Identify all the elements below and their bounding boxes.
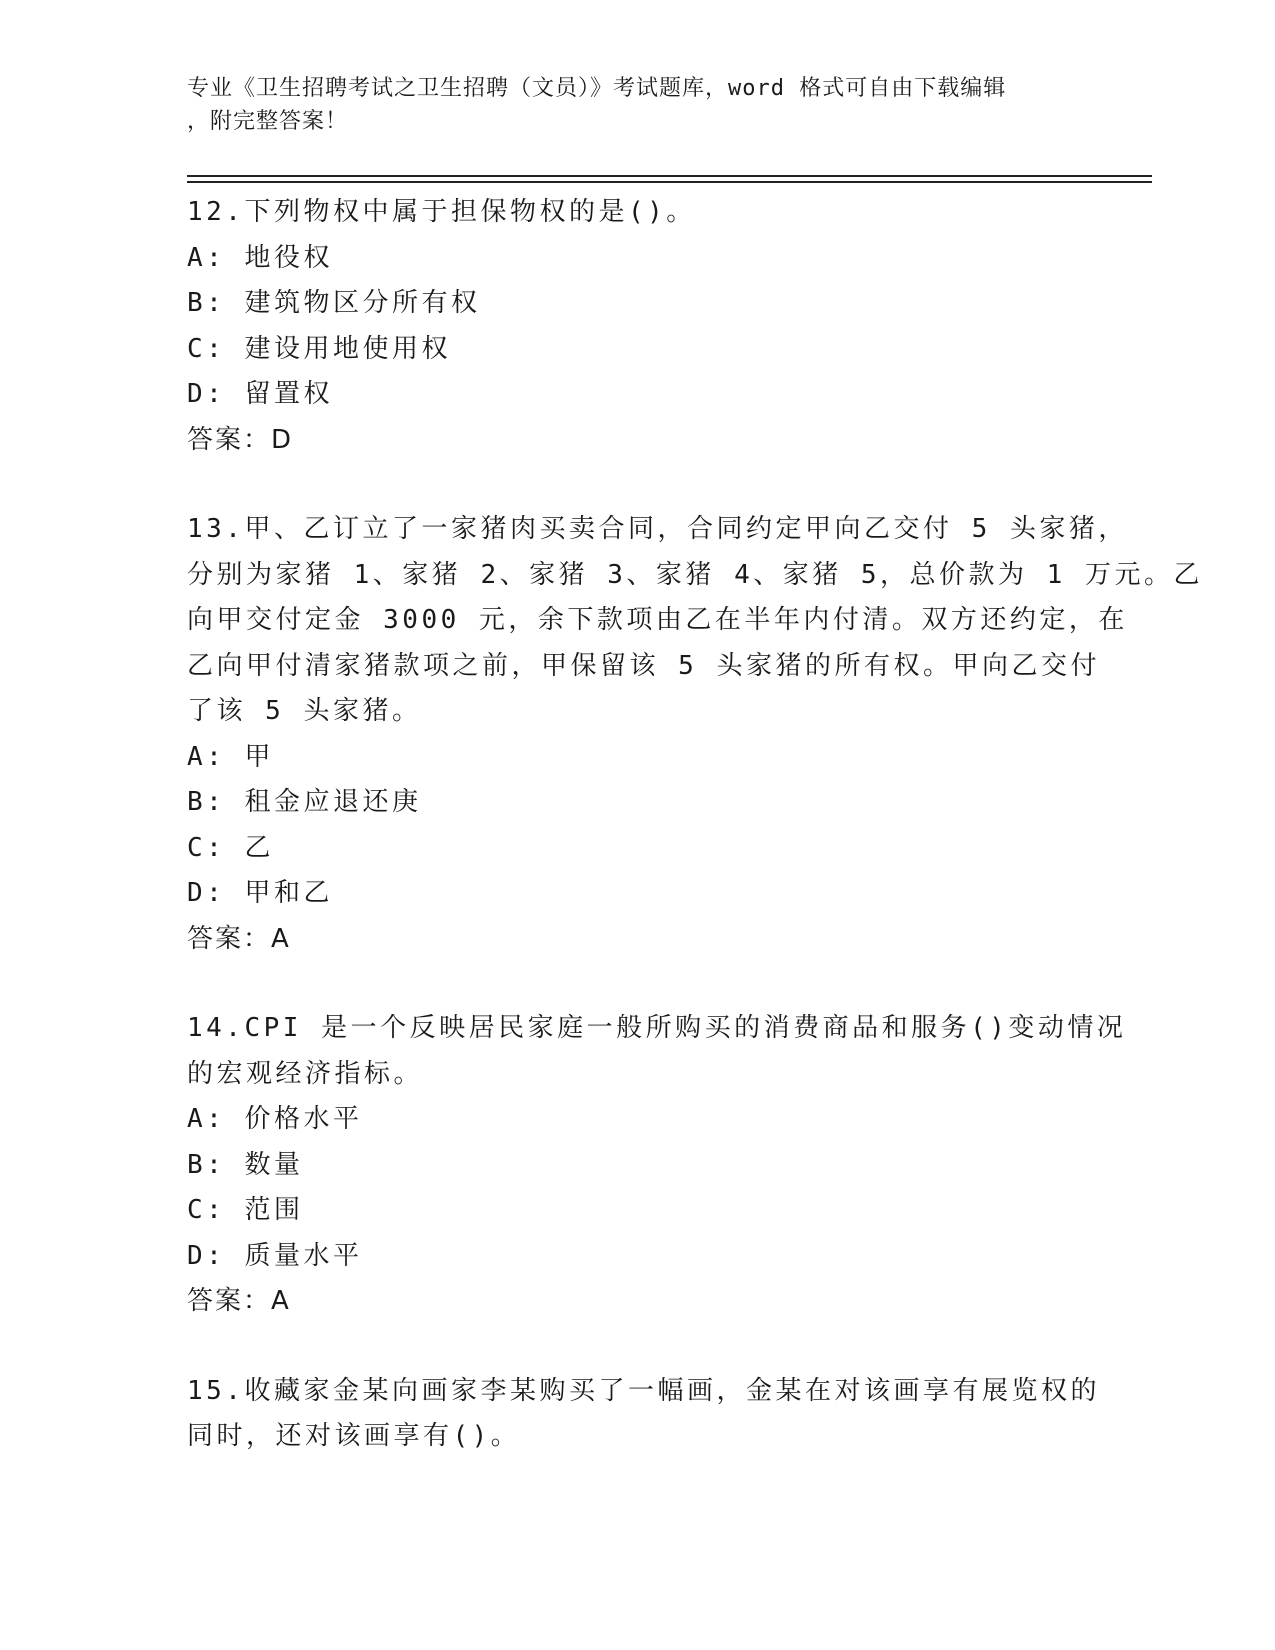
option-d: D: 质量水平 xyxy=(187,1240,363,1271)
question-stem: 的宏观经济指标。 xyxy=(187,1058,424,1089)
header-divider-top xyxy=(187,175,1152,177)
header-divider-bottom xyxy=(187,181,1152,183)
question-stem: 12.下列物权中属于担保物权的是()。 xyxy=(187,197,696,227)
option-c: C: 建设用地使用权 xyxy=(187,333,451,364)
question-stem: 13.甲、乙订立了一家猪肉买卖合同，合同约定甲向乙交付 5 头家猪， xyxy=(187,514,1128,544)
question-stem: 14.CPI 是一个反映居民家庭一般所购买的消费商品和服务()变动情况 xyxy=(187,1013,1127,1043)
question-stem: 乙向甲付清家猪款项之前，甲保留该 5 头家猪的所有权。甲向乙交付 xyxy=(187,650,1100,681)
option-b: B: 建筑物区分所有权 xyxy=(187,288,481,318)
answer-line: 答案：A xyxy=(187,1286,291,1316)
option-c: C: 范围 xyxy=(187,1195,304,1225)
question-list xyxy=(187,190,1203,1460)
answer-line: 答案：D xyxy=(187,424,294,455)
header-line-1: 专业《卫生招聘考试之卫生招聘（文员）》考试题库，word 格式可自由下载编辑 xyxy=(187,76,1007,101)
option-d: D: 留置权 xyxy=(187,379,333,409)
question-stem: 15.收藏家金某向画家李某购买了一幅画，金某在对该画享有展览权的 xyxy=(187,1375,1100,1406)
option-b: B: 租金应退还庚 xyxy=(187,787,422,817)
question-12 xyxy=(187,190,1087,463)
question-stem: 了该 5 头家猪。 xyxy=(187,696,422,726)
question-stem: 同时，还对该画享有()。 xyxy=(187,1421,521,1451)
document-header xyxy=(187,72,1087,138)
question-14 xyxy=(187,1006,1127,1325)
question-15 xyxy=(187,1369,1100,1460)
option-a: A: 甲 xyxy=(187,741,274,772)
option-c: C: 乙 xyxy=(187,832,274,863)
answer-line: 答案：A xyxy=(187,923,291,954)
header-line-2: ，附完整答案！ xyxy=(187,109,349,134)
option-b: B: 数量 xyxy=(187,1149,304,1180)
question-13 xyxy=(187,507,1203,962)
question-stem: 分别为家猪 1、家猪 2、家猪 3、家猪 4、家猪 5，总价款为 1 万元。乙 xyxy=(187,559,1203,590)
option-a: A: 地役权 xyxy=(187,242,333,273)
option-a: A: 价格水平 xyxy=(187,1104,363,1134)
question-stem: 向甲交付定金 3000 元，余下款项由乙在半年内付清。双方还约定，在 xyxy=(187,605,1128,635)
option-d: D: 甲和乙 xyxy=(187,878,333,908)
